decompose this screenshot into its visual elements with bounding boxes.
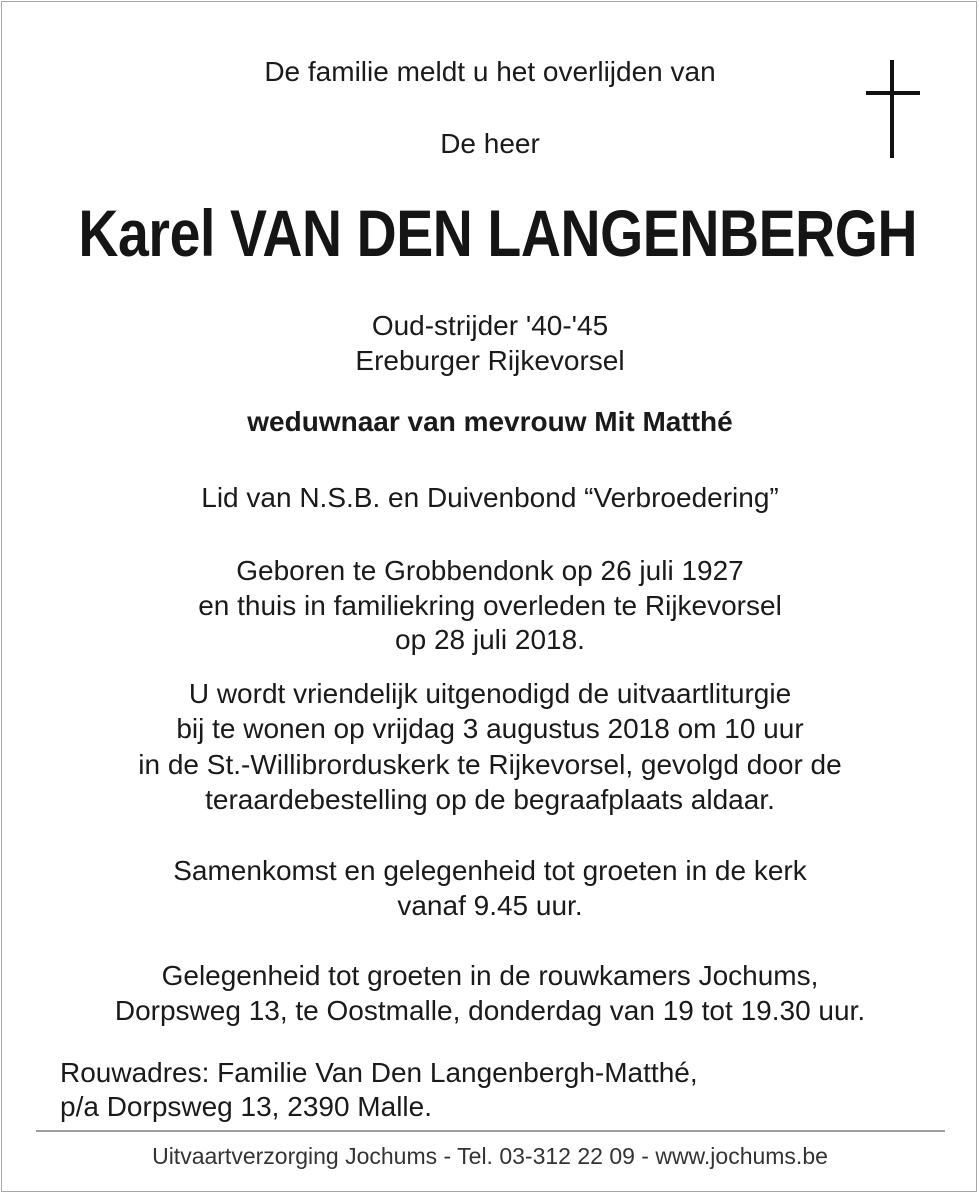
birth-death-line: en thuis in familiekring overleden te Rijkevorsel xyxy=(198,590,782,621)
funeral-line: in de St.-Willibrorduskerk te Rijkevorsel, gevolgd door de xyxy=(138,749,842,780)
footer-divider xyxy=(36,1130,945,1132)
address-line: p/a Dorpsweg 13, 2390 Malle. xyxy=(60,1091,432,1122)
birth-death-line: Geboren te Grobbendonk op 26 juli 1927 xyxy=(236,555,744,586)
footer-text: Uitvaartverzorging Jochums - Tel. 03-312 22 09 - www.jochums.be xyxy=(152,1143,828,1169)
funeral-line: bij te wonen op vrijdag 3 augustus 2018 om 10 uur xyxy=(176,713,804,744)
viewing-line: Gelegenheid tot groeten in de rouwkamers Jochums, xyxy=(161,960,819,991)
birth-death-line: op 28 juli 2018. xyxy=(395,624,585,655)
funeral-line: teraardebestelling op de begraafplaats aldaar. xyxy=(205,784,775,815)
gathering-line: Samenkomst en gelegenheid tot groeten in de kerk xyxy=(173,855,807,886)
intro-line: De familie meldt u het overlijden van xyxy=(264,56,716,87)
deceased-name: Karel VAN DEN LANGENBERGH xyxy=(78,196,918,270)
honorific: De heer xyxy=(440,128,540,159)
gathering-line: vanaf 9.45 uur. xyxy=(397,890,583,921)
membership-line: Lid van N.S.B. en Duivenbond “Verbroedering” xyxy=(201,482,779,513)
spouse-line: weduwnaar van mevrouw Mit Matthé xyxy=(247,406,733,437)
title-line: Oud-strijder '40-'45 xyxy=(371,310,609,341)
title-line: Ereburger Rijkevorsel xyxy=(355,345,625,376)
address-line: Rouwadres: Familie Van Den Langenbergh-Matthé, xyxy=(60,1057,698,1088)
viewing-line: Dorpsweg 13, te Oostmalle, donderdag van 19 tot 19.30 uur. xyxy=(114,995,866,1026)
funeral-line: U wordt vriendelijk uitgenodigd de uitvaartliturgie xyxy=(188,678,792,709)
